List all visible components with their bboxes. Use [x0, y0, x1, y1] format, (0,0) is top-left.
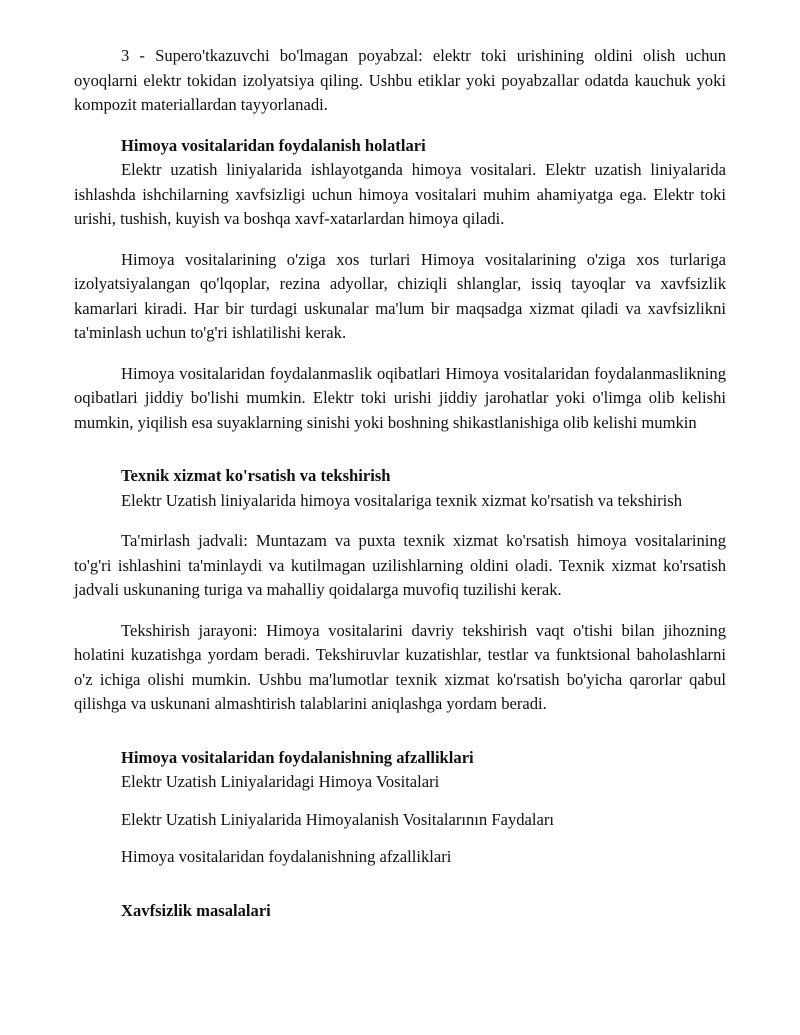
paragraph-consequences: Himoya vositalaridan foydalanmaslik oqibatlari Himoya vositalaridan foydalanmaslikning oqibatlari jiddiy bo'lishi mumkin. Elektr toki urishi jiddiy jarohatlar yoki o'limga olib kelishi mumkin, yiqilish esa suyaklarning sinishi yoki boshning shikastlanishiga olib kelishi mumkin	[74, 363, 726, 432]
paragraph-equipment-types: Himoya vositalarining o'ziga xos turlari Himoya vositalarining o'ziga xos turlariga izolyatsiyalangan qo'lqoplar, rezina adyollar, chiziqli shlanglar, issiq tayoqlar va xavfsizlik kamarlari kiradi. Har bir turdagi uskunalar ma'lum bir maqsadga xizmat qiladi va xavfsizlikni ta'minlash uchun to'g'ri ishlatilishi kerak.	[74, 249, 726, 342]
line-protection-benefits: Elektr Uzatish Liniyalarida Himoyalanish Vositalarının Faydaları	[121, 809, 555, 829]
heading-advantages: Himoya vositalaridan foydalanishning afzalliklari	[121, 747, 474, 767]
paragraph-usage-cases: Elektr uzatish liniyalarida ishlayotganda himoya vositalari. Elektr uzatish liniyalarida ishlashda ishchilarning xavfsizligi uchun himoya vositalari muhim ahamiyatga ega. Elektr toki urishi, tushish, kuyish va boshqa xavf-xatarlardan himoya qiladi.	[74, 160, 726, 228]
heading-safety-issues: Xavfsizlik masalalari	[121, 900, 271, 920]
heading-maintenance: Texnik xizmat ko'rsatish va tekshirish	[121, 466, 391, 485]
paragraph-non-conductive-shoes: 3 - Supero'tkazuvchi bo'lmagan poyabzal: elektr toki urishining oldini olish uchun oyoqlarni elektr tokidan izolyatsiya qiling. Ushbu etiklar yoki poyabzallar odatda kauchuk yoki kompozit materiallardan tayyorlanadi.	[74, 46, 726, 114]
line-advantages: Himoya vositalaridan foydalanishning afzalliklari	[121, 847, 452, 866]
heading-usage-cases: Himoya vositalaridan foydalanish holatlari	[121, 135, 426, 155]
document-page	[74, 44, 726, 923]
paragraph-repair-schedule: Ta'mirlash jadvali: Muntazam va puxta texnik xizmat ko'rsatish himoya vositalarining to'g'ri ishlashini ta'minlaydi va kutilmagan uzilishlarning oldini oladi. Texnik xizmat ko'rsatish jadvali uskunaning turiga va mahalliy qoidalarga muvofiq tuzilishi kerak.	[74, 531, 726, 599]
paragraph-inspection-process: Tekshirish jarayoni: Himoya vositalarini davriy tekshirish vaqt o'tishi bilan jihozning holatini kuzatishga yordam beradi. Tekshiruvlar kuzatishlar, testlar va funktsional baholashlarni o'z ichiga olishi mumkin. Ushbu ma'lumotlar texnik xizmat ko'rsatish bo'yicha qarorlar qabul qilishga va uskunani almashtirish talablarini aniqlashga yordam beradi.	[74, 620, 726, 713]
paragraph-maintenance: Elektr Uzatish liniyalarida himoya vositalariga texnik xizmat ko'rsatish va tekshirish	[121, 490, 683, 510]
line-protective-equipment: Elektr Uzatish Liniyalaridagi Himoya Vositalari	[121, 772, 440, 791]
